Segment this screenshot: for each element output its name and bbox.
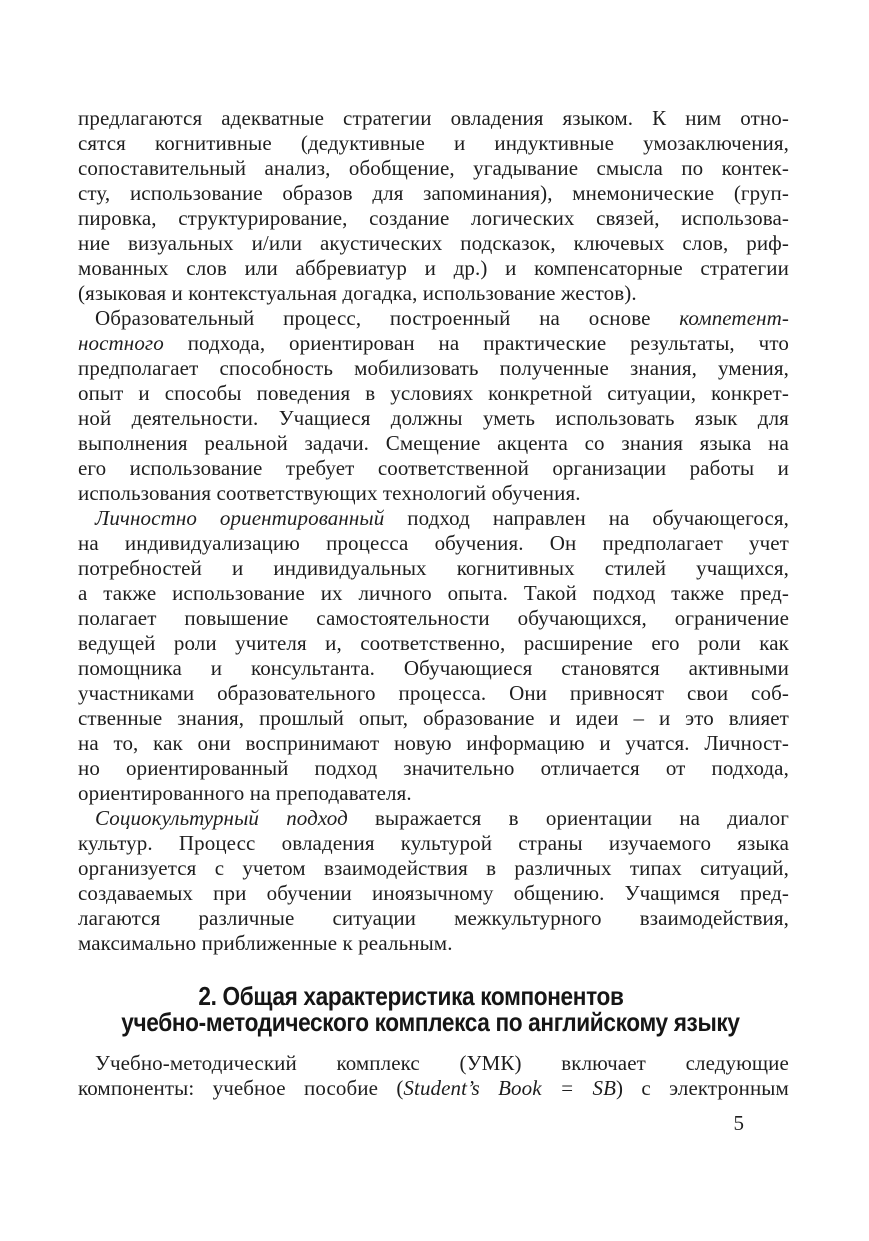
text-line	[78, 881, 789, 906]
text-run: использование	[129, 456, 263, 480]
text-run: слов	[186, 256, 227, 280]
text-run: умения,	[718, 356, 789, 380]
text-run: риф-	[746, 231, 789, 255]
text-line	[78, 1076, 789, 1101]
italic-text-run: ориентированный	[219, 506, 385, 530]
text-run: образовательного	[217, 681, 376, 705]
text-run: расширение	[523, 631, 633, 655]
text-run: основе	[588, 306, 651, 330]
text-line	[78, 281, 789, 306]
text-run: мобилизовать	[354, 356, 479, 380]
text-run: свои	[686, 681, 729, 705]
text-run: (	[396, 1076, 404, 1100]
text-run: на	[608, 506, 630, 530]
paragraph	[78, 1051, 789, 1101]
text-run: ситуации,	[607, 381, 697, 405]
text-line	[78, 106, 789, 131]
text-run: и	[138, 381, 150, 405]
text-run: его	[651, 631, 680, 655]
text-run: ключевых	[573, 231, 665, 255]
text-run: )	[616, 1076, 624, 1100]
text-run: самостоятельности	[316, 606, 490, 630]
italic-text-run: компетент-	[679, 306, 789, 330]
text-run: практические	[483, 331, 607, 355]
text-line	[78, 831, 789, 856]
text-run: акустических	[320, 231, 443, 255]
text-run: подхода,	[187, 331, 266, 355]
text-run: организации	[552, 456, 667, 480]
text-run: обучения.	[434, 531, 524, 555]
text-run: они	[197, 731, 231, 755]
text-run: конкрет-	[711, 381, 789, 405]
text-run: но	[78, 756, 100, 780]
text-run	[396, 1076, 479, 1101]
text-run: сту,	[78, 181, 111, 205]
text-run: анализ,	[264, 156, 331, 180]
text-run: способность	[219, 356, 333, 380]
text-run: поведения	[256, 381, 351, 405]
text-run: акцента	[497, 431, 568, 455]
text-run: отно-	[740, 106, 789, 130]
text-run: знания,	[177, 706, 245, 730]
text-run: опыт	[78, 381, 124, 405]
text-run: и	[424, 256, 436, 280]
text-run: Процесс	[178, 831, 256, 855]
text-run: консультанта.	[250, 656, 376, 680]
paragraph	[78, 506, 789, 806]
text-run: максимально приближенные к реальным.	[78, 931, 453, 955]
text-run: работы	[689, 456, 755, 480]
text-line	[78, 206, 789, 231]
text-line	[78, 381, 789, 406]
text-run	[593, 1076, 624, 1101]
text-run: знания	[621, 431, 683, 455]
text-run: направлен	[492, 506, 586, 530]
text-run: языком.	[562, 106, 634, 130]
text-run: ной	[78, 406, 112, 430]
text-run: (груп-	[733, 181, 789, 205]
text-run: организуется	[78, 856, 197, 880]
text-run: создаваемых	[78, 881, 194, 905]
text-run: привносят	[569, 681, 665, 705]
text-run: подход	[314, 756, 378, 780]
text-line	[78, 681, 789, 706]
italic-text-run: Личностно	[95, 506, 197, 530]
text-run: образование	[422, 706, 535, 730]
text-run: подсказок,	[460, 231, 556, 255]
text-run: и	[658, 706, 671, 730]
text-run: роли	[697, 631, 741, 655]
text-run: как	[759, 631, 789, 655]
text-run: его	[78, 456, 107, 480]
text-run: комплекс	[336, 1051, 420, 1075]
text-run: также	[671, 581, 725, 605]
text-line	[78, 306, 789, 331]
text-run: ориентированный	[126, 756, 289, 780]
text-run: учителя	[235, 631, 307, 655]
text-run: Смещение	[385, 431, 481, 455]
text-run: требует	[285, 456, 355, 480]
text-run: с	[214, 856, 225, 880]
text-run: стратегии	[700, 256, 789, 280]
text-run: новую	[393, 731, 452, 755]
text-run: отличается	[540, 756, 640, 780]
section-heading	[78, 983, 744, 1035]
text-run: ведущей	[78, 631, 156, 655]
text-run: в	[486, 856, 497, 880]
text-run: предполагает	[78, 356, 199, 380]
text-run: деятельности.	[131, 406, 259, 430]
text-line	[78, 506, 789, 531]
text-line	[78, 806, 789, 831]
text-line	[78, 706, 789, 731]
text-run: –	[633, 706, 645, 730]
text-run: должны	[390, 406, 463, 430]
text-run: ориентации	[545, 806, 653, 830]
text-run: на	[438, 331, 460, 355]
text-run: личного	[358, 581, 432, 605]
text-run: пировка,	[78, 206, 157, 230]
text-run: повышение	[184, 606, 289, 630]
text-run: когнитивные	[154, 131, 272, 155]
text-run: ограничение	[674, 606, 789, 630]
text-run: Учащиеся	[278, 406, 371, 430]
text-run: визуальных	[128, 231, 234, 255]
text-run: компенсаторные	[534, 256, 683, 280]
text-run: ситуации	[332, 906, 417, 930]
text-run: это	[685, 706, 714, 730]
text-run: и	[549, 706, 561, 730]
text-run: учащихся,	[696, 556, 789, 580]
text-run: процесс,	[283, 306, 362, 330]
text-run: овладения	[281, 831, 375, 855]
text-line	[78, 756, 789, 781]
text-line	[78, 431, 789, 456]
text-run: включает	[561, 1051, 646, 1075]
italic-text-run: Социокультурный	[95, 806, 259, 830]
text-run: соб-	[751, 681, 789, 705]
text-run: ственные	[78, 706, 163, 730]
text-line	[78, 356, 789, 381]
text-run: обучении	[266, 881, 352, 905]
text-run: когнитивных	[456, 556, 575, 580]
text-line	[78, 581, 789, 606]
text-run: (УМК)	[459, 1051, 522, 1075]
text-run: Обучающиеся	[403, 656, 533, 680]
text-run: запоминания),	[423, 181, 553, 205]
page-number: 5	[733, 1111, 744, 1135]
text-run: сопоставительный	[78, 156, 247, 180]
text-run: индуктивные	[494, 131, 615, 155]
text-run: изучаемого	[608, 831, 712, 855]
text-line	[78, 231, 789, 256]
text-run: обучающихся,	[517, 606, 647, 630]
text-run: учет	[748, 531, 789, 555]
text-run: индивидуальных	[273, 556, 427, 580]
text-line	[78, 906, 789, 931]
italic-text-run: ностного	[78, 331, 164, 355]
text-run: Учебно-методический	[95, 1051, 297, 1075]
text-run: знания,	[630, 356, 697, 380]
text-run: культур.	[78, 831, 153, 855]
text-run: идеи	[575, 706, 619, 730]
text-run: ние	[78, 231, 111, 255]
text-run: подход	[407, 506, 470, 530]
italic-text-run: Student’s	[403, 1076, 480, 1100]
text-run: (языковая и контекстуальная догадка, использование жестов).	[78, 281, 637, 305]
text-run: Образовательный	[95, 306, 255, 330]
text-run: взаимодействия,	[639, 906, 789, 930]
text-run: и	[505, 256, 517, 280]
text-run: мованных	[78, 256, 169, 280]
paragraph	[78, 306, 789, 506]
text-line	[78, 931, 789, 956]
text-run: и/или	[251, 231, 303, 255]
text-run: способы	[164, 381, 242, 405]
section-heading-line-1: 2. Общая характеристика компонентов	[198, 981, 624, 1011]
text-run: их	[320, 581, 343, 605]
text-run: языка	[699, 431, 752, 455]
italic-text-run: подход	[286, 806, 348, 830]
text-run: на	[539, 306, 560, 330]
text-run: связей,	[596, 206, 660, 230]
text-run: и	[777, 456, 789, 480]
text-run: обучающегося,	[652, 506, 789, 530]
text-run: для	[757, 406, 789, 430]
text-run: участниками	[78, 681, 195, 705]
text-line	[78, 156, 789, 181]
text-line	[78, 481, 789, 506]
text-run: структурирование,	[178, 206, 348, 230]
text-line	[78, 456, 789, 481]
text-run: подхода,	[711, 756, 789, 780]
text-run: конкретной	[488, 381, 593, 405]
body-text-lower	[78, 1051, 789, 1101]
text-run: логических	[471, 206, 575, 230]
text-run: помощника	[78, 656, 182, 680]
text-run: выражается	[375, 806, 482, 830]
text-run: стратегии	[343, 106, 432, 130]
text-run: диалог	[727, 806, 789, 830]
text-run: реальной	[204, 431, 288, 455]
text-run: что	[758, 331, 789, 355]
text-line	[78, 781, 789, 806]
text-run: обобщение,	[348, 156, 455, 180]
text-run: со	[584, 431, 605, 455]
text-line	[78, 531, 789, 556]
text-run: контек-	[721, 156, 789, 180]
text-run: соответственно,	[360, 631, 506, 655]
text-run: пред-	[740, 881, 789, 905]
italic-text-run: =	[559, 1076, 575, 1100]
text-run: предлагаются	[78, 106, 203, 130]
text-run: следующие	[685, 1051, 789, 1075]
text-run: ситуаций,	[700, 856, 789, 880]
body-text-upper	[78, 106, 789, 956]
text-run: индивидуализацию	[124, 531, 300, 555]
text-line	[78, 131, 789, 156]
text-line	[78, 631, 789, 656]
text-run: полученные	[499, 356, 609, 380]
text-run: то,	[113, 731, 139, 755]
text-line	[78, 731, 789, 756]
text-run: иноязычному	[372, 881, 494, 905]
text-run: роли	[173, 631, 217, 655]
text-run: К	[652, 106, 667, 130]
text-run: от	[665, 756, 686, 780]
text-run: использования соответствующих технологий обучения.	[78, 481, 581, 505]
text-run: язык	[694, 406, 738, 430]
text-run: стилей	[604, 556, 667, 580]
text-run: слов,	[682, 231, 729, 255]
text-run: умозаключения,	[643, 131, 789, 155]
text-run: процесса.	[398, 681, 487, 705]
text-run: типах	[629, 856, 682, 880]
text-run: создание	[369, 206, 450, 230]
text-run: смысла	[596, 156, 663, 180]
text-run: образов	[282, 181, 353, 205]
text-run: общению.	[513, 881, 605, 905]
text-run: др.)	[453, 256, 488, 280]
text-run: уметь	[482, 406, 536, 430]
text-run: угадывание	[473, 156, 579, 180]
text-run: соответственной	[377, 456, 529, 480]
text-run: выполнения	[78, 431, 188, 455]
text-run: с	[641, 1076, 651, 1100]
text-run: в	[365, 381, 376, 405]
text-run: ним	[685, 106, 722, 130]
text-run: на	[768, 431, 789, 455]
text-run: потребностей	[78, 556, 202, 580]
paragraph	[78, 806, 789, 956]
text-run: для	[372, 181, 404, 205]
text-run: пособие	[303, 1076, 379, 1100]
text-run: задачи.	[304, 431, 370, 455]
text-run: использова-	[681, 206, 789, 230]
text-run: различных	[514, 856, 612, 880]
text-run: компоненты:	[78, 1076, 195, 1100]
text-run: ориентирован	[289, 331, 415, 355]
text-run: подход	[592, 581, 656, 605]
text-run: и	[453, 131, 466, 155]
text-run: пред-	[740, 581, 789, 605]
text-line	[78, 181, 789, 206]
text-run: а	[78, 581, 88, 605]
text-run: опыта.	[447, 581, 509, 605]
text-run: как	[153, 731, 183, 755]
text-run: электронным	[669, 1076, 789, 1100]
paragraph	[78, 106, 789, 306]
text-run: на	[78, 731, 99, 755]
text-run: страны	[518, 831, 583, 855]
text-run: языка	[737, 831, 789, 855]
text-run: предполагает	[602, 531, 723, 555]
text-run: адекватные	[221, 106, 325, 130]
text-run: Такой	[523, 581, 577, 605]
italic-text-run: SB	[592, 1076, 617, 1100]
text-run: на	[78, 531, 99, 555]
text-run: в	[508, 806, 519, 830]
text-run: и	[231, 556, 244, 580]
text-run: воспринимают	[245, 731, 380, 755]
text-run: учебное	[212, 1076, 286, 1100]
text-run: или	[244, 256, 278, 280]
text-run: взаимодействия	[323, 856, 468, 880]
text-run: по	[681, 156, 704, 180]
text-run: овладения	[450, 106, 544, 130]
text-run: культурой	[400, 831, 493, 855]
text-run: ориентированного на преподавателя.	[78, 781, 412, 805]
text-run: процесса	[326, 531, 409, 555]
text-line	[78, 556, 789, 581]
italic-text-run: Book	[498, 1076, 542, 1100]
text-run: результаты,	[630, 331, 735, 355]
text-run: полагает	[78, 606, 157, 630]
text-run: влияет	[728, 706, 789, 730]
text-run: и,	[325, 631, 342, 655]
text-run: использовать	[555, 406, 675, 430]
text-run: становятся	[561, 656, 660, 680]
text-run: активными	[688, 656, 789, 680]
text-run: построенный	[389, 306, 511, 330]
text-run: учетом	[242, 856, 306, 880]
text-run: Учащимся	[624, 881, 720, 905]
text-run: использование	[129, 181, 263, 205]
text-run: значительно	[403, 756, 515, 780]
text-run: использование	[172, 581, 305, 605]
text-run: прошлый	[259, 706, 344, 730]
text-line	[78, 656, 789, 681]
text-line	[78, 606, 789, 631]
text-run: межкультурного	[454, 906, 602, 930]
text-run: аббревиатур	[295, 256, 407, 280]
text-run: Личност-	[704, 731, 789, 755]
text-line	[78, 256, 789, 281]
section-heading-line-2: учебно-методического комплекса по английскому языку	[121, 1007, 740, 1037]
text-run: (дедуктивные	[300, 131, 425, 155]
text-line	[78, 1051, 789, 1076]
text-run: и	[210, 656, 223, 680]
text-run: опыт,	[358, 706, 409, 730]
text-line	[78, 406, 789, 431]
text-run: Он	[549, 531, 577, 555]
text-run: Они	[509, 681, 548, 705]
text-run: учатся.	[625, 731, 690, 755]
text-run: на	[679, 806, 701, 830]
text-run: лагаются	[78, 906, 161, 930]
text-run: и	[599, 731, 611, 755]
text-run: различные	[198, 906, 295, 930]
text-run: информацию	[466, 731, 585, 755]
text-run: сятся	[78, 131, 126, 155]
text-line	[78, 856, 789, 881]
text-run: условиях	[390, 381, 474, 405]
text-run: при	[213, 881, 247, 905]
text-run: мнемонические	[572, 181, 715, 205]
text-run: также	[103, 581, 157, 605]
text-line	[78, 331, 789, 356]
